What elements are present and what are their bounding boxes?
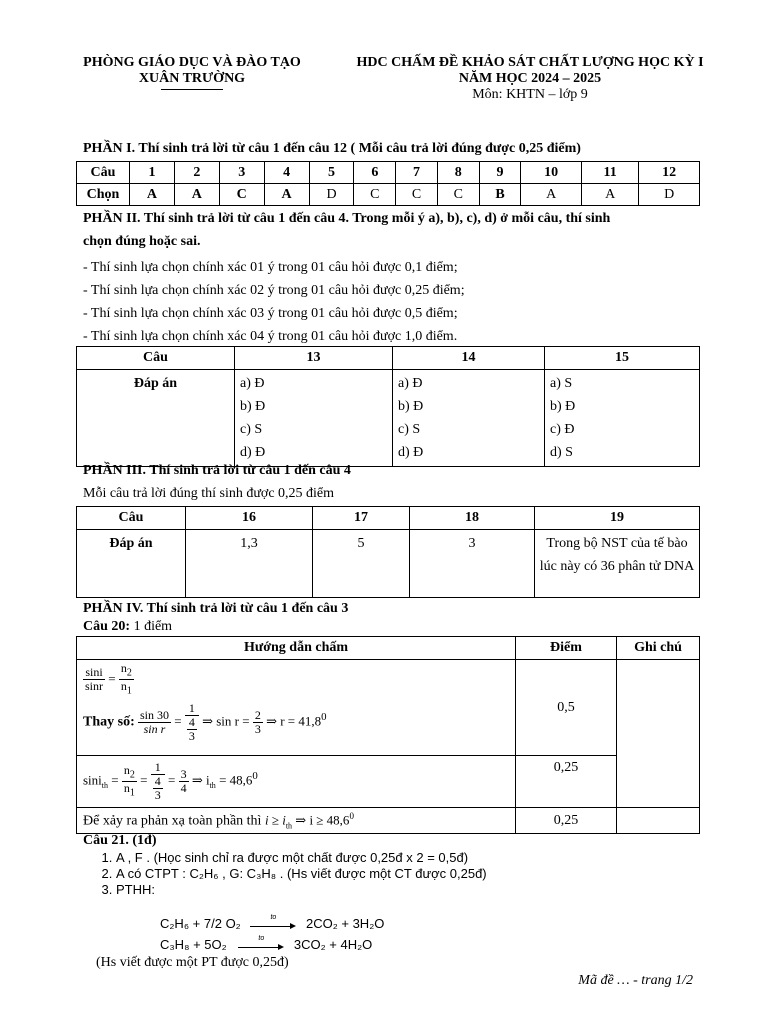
degree-symbol: 0 <box>321 710 327 723</box>
reactants: C₂H₆ + 7/2 O₂ <box>160 916 241 931</box>
row-label: Đáp án <box>77 370 235 467</box>
denominator: sin r <box>143 721 166 736</box>
part3-table <box>76 506 700 598</box>
answer-choice: D <box>309 184 354 206</box>
denominator: 3 <box>188 728 195 743</box>
answer-choice: A <box>174 184 219 206</box>
frac-n <box>119 662 134 698</box>
answer-choice: D <box>639 184 700 206</box>
header-left <box>62 55 322 90</box>
answer-line: a) S <box>550 376 573 391</box>
col-header: Câu <box>77 507 186 530</box>
col-header: 15 <box>545 347 700 370</box>
frac-inner <box>187 716 197 743</box>
col-header: Ghi chú <box>617 637 700 660</box>
numerator: $n_2$ <box>123 762 135 780</box>
score-cell: 0,25 <box>516 756 617 808</box>
score-cell: 0,25 <box>516 808 617 834</box>
numerator: 1 <box>151 761 165 775</box>
denominator <box>185 716 199 743</box>
question-number: 3 <box>219 162 264 184</box>
subscript: th <box>285 821 293 831</box>
answer-line: a) Đ <box>240 376 265 391</box>
arrow-label: to <box>258 934 265 942</box>
question-number: 6 <box>354 162 396 184</box>
numerator: 3 <box>180 767 187 781</box>
score-cell: 0,5 <box>516 660 617 756</box>
question-number: 12 <box>639 162 700 184</box>
q20-heading <box>83 618 172 636</box>
answer-choice: C <box>354 184 396 206</box>
q21-item: 1. A , F . (Học sinh chỉ ra được một chất được 0,25đ x 2 = 0,5đ) <box>116 850 716 866</box>
header-right <box>330 55 730 103</box>
numerator: 4 <box>154 774 161 788</box>
subject: Môn: KHTN – lớp 9 <box>472 87 588 102</box>
guide-cell-2 <box>77 756 516 808</box>
col-header: 14 <box>393 347 545 370</box>
exam-title: HDC CHẤM ĐỀ KHẢO SÁT CHẤT LƯỢNG HỌC KỲ I <box>356 55 704 70</box>
denominator: 3 <box>254 721 261 736</box>
answer-line: d) Đ <box>240 445 266 460</box>
answer-choice: C <box>396 184 438 206</box>
n-symbol: n <box>120 679 127 694</box>
numerator: sini <box>83 666 105 680</box>
denominator <box>151 775 165 802</box>
col-header: 18 <box>410 507 535 530</box>
arrow-label: to <box>270 913 277 921</box>
department-name: PHÒNG GIÁO DỤC VÀ ĐÀO TẠO <box>83 55 301 70</box>
question-number: 8 <box>437 162 479 184</box>
question-number: 9 <box>479 162 521 184</box>
col-header: 19 <box>535 507 700 530</box>
part2-rules <box>83 256 465 348</box>
part3-note: Mỗi câu trả lời đúng thí sinh được 0,25 điểm <box>83 486 335 501</box>
frac-3-4 <box>179 768 189 795</box>
part1-answer-row <box>77 184 700 206</box>
part1-table <box>76 161 700 206</box>
q21-item: 2. A có CTPT : C₂H₆ , G: C₃H₈ . (Hs viết được một CT được 0,25đ) <box>116 866 716 882</box>
condition-text: Để xảy ra phản xạ toàn phần thì <box>83 813 265 829</box>
denominator: 4 <box>180 781 187 795</box>
reaction-arrow <box>238 934 284 951</box>
answer-cell-14 <box>393 370 545 467</box>
subscript: th <box>101 781 109 791</box>
answer-choice: A <box>130 184 175 206</box>
subst-label: Thay số: <box>83 714 135 730</box>
answer-cell: 5 <box>313 530 410 598</box>
row-label: Đáp án <box>77 530 186 598</box>
numerator: 4 <box>188 714 195 729</box>
q21-item: 3. PTHH: <box>116 882 716 898</box>
answer-choice: C <box>219 184 264 206</box>
numerator: sin 30 <box>139 707 169 722</box>
answer-choice: C <box>437 184 479 206</box>
products: 2CO₂ + 3H₂O <box>305 916 385 931</box>
q21-note: (Hs viết được một PT được 0,25đ) <box>96 955 289 970</box>
degree-symbol: 0 <box>349 810 354 821</box>
answer-line: b) Đ <box>240 399 266 414</box>
math-text: i ≥ i <box>264 812 286 828</box>
equation-1 <box>160 913 385 931</box>
question-number: 2 <box>174 162 219 184</box>
frac-2-3 <box>253 709 263 736</box>
question-number: 5 <box>309 162 354 184</box>
answer-cell: 1,3 <box>186 530 313 598</box>
denominator: sinr <box>85 679 103 694</box>
critical-angle: sini$_{th}$ = $\frac{n_2}{n_1}$ = $\frac{1}{\frac{4}{3}}$ = $\frac{3}{4}$ ⇒ $i_{th} = 48,6^0$ <box>83 760 258 802</box>
degree-symbol: 0 <box>252 770 258 783</box>
col-header: 17 <box>313 507 410 530</box>
implies-text: ⇒ sin r = <box>202 713 253 729</box>
frac-inner <box>153 775 163 802</box>
part2-title: PHẦN II. Thí sinh trả lời từ câu 1 đến câu 4. Trong mỗi ý a), b), c), d) ở mỗi câu, thí sinh <box>83 211 611 226</box>
answer-choice: A <box>264 184 309 206</box>
q21-title: Câu 21. (1đ) <box>83 833 157 848</box>
question-number: 4 <box>264 162 309 184</box>
answer-line: b) Đ <box>550 399 576 414</box>
result-text: = 48,6 <box>215 772 253 788</box>
math-text: ⇒ i ≥ 48,6 <box>292 812 350 828</box>
subscript: th <box>209 781 216 791</box>
snell-law: $\frac{\sin i}{\sin r}$ = $\frac{n_2}{n_1}$ <box>85 661 132 697</box>
q21-list <box>92 850 716 898</box>
answer-line: d) S <box>550 445 573 460</box>
answer-line: d) Đ <box>398 445 424 460</box>
products: 3CO₂ + 4H₂O <box>293 937 373 952</box>
col-header: 16 <box>186 507 313 530</box>
header-underline <box>161 89 223 90</box>
n-symbol: n <box>120 661 127 675</box>
answer-choice: B <box>479 184 521 206</box>
rule-line: - Thí sinh lựa chọn chính xác 04 ý trong 01 câu hỏi được 1,0 điểm. <box>83 329 458 344</box>
sini-text: sini <box>83 772 102 788</box>
part1-question-row <box>77 162 700 184</box>
answer-cell: 3 <box>410 530 535 598</box>
denominator: 3 <box>154 788 161 802</box>
rule-line: - Thí sinh lựa chọn chính xác 02 ý trong 01 câu hỏi được 0,25 điểm; <box>83 283 465 298</box>
result-text: ⇒ r = 41,8 <box>266 713 322 729</box>
frac-sin30 <box>138 709 171 736</box>
frac-sin <box>83 666 105 693</box>
question-number: 1 <box>130 162 175 184</box>
part3-title: PHẦN III. Thí sinh trả lời từ câu 1 đến câu 4 <box>83 463 351 478</box>
numerator: 1 <box>185 702 199 716</box>
implies-text: ⇒ i <box>191 772 210 788</box>
part1-row-label: Câu <box>77 162 130 184</box>
col-header: Điểm <box>516 637 617 660</box>
answer-line: b) Đ <box>398 399 424 414</box>
numerator: 2 <box>254 707 261 722</box>
denominator: $n_1$ <box>123 781 135 799</box>
denominator: $n_1$ <box>120 679 132 697</box>
frac-n2-n1 <box>122 764 137 800</box>
answer-line: c) S <box>240 422 263 437</box>
district-name: XUÂN TRƯỜNG <box>138 71 246 86</box>
answer-line: c) Đ <box>550 422 575 437</box>
answer-line: c) S <box>398 422 421 437</box>
rule-line: - Thí sinh lựa chọn chính xác 01 ý trong 01 câu hỏi được 0,1 điểm; <box>83 260 458 275</box>
answer-line: a) Đ <box>398 376 423 391</box>
n-symbol: n <box>123 781 130 795</box>
numerator: $n_2$ <box>120 661 132 679</box>
answer-cell: Trong bộ NST của tế bào lúc này có 36 phân tử DNA <box>535 530 700 598</box>
page-footer: Mã đề … - trang 1/2 <box>578 973 693 988</box>
substitution: Thay số: $\frac{\sin 30}{\text{sin r}}$ = $\frac{1}{\frac{4}{3}}$ ⇒ sin r = $\frac{2}{3}$ ⇒ $r = 41,8^0$ <box>83 700 327 743</box>
frac-nested <box>151 761 165 802</box>
col-header: Câu <box>77 347 235 370</box>
note-cell <box>617 808 700 834</box>
part1-row-label: Chọn <box>77 184 130 206</box>
reactants: C₃H₈ + 5O₂ <box>160 937 227 952</box>
q20-label: Câu 20: <box>83 619 131 634</box>
question-number: 10 <box>521 162 582 184</box>
n-symbol: n <box>123 762 130 777</box>
question-number: 7 <box>396 162 438 184</box>
col-header: 13 <box>235 347 393 370</box>
note-cell <box>617 660 700 808</box>
part2-table <box>76 346 700 467</box>
reaction-arrow <box>250 913 296 930</box>
part4-title: PHẦN IV. Thí sinh trả lời từ câu 1 đến câu 3 <box>83 601 349 616</box>
part2-title-cont: chọn đúng hoặc sai. <box>83 234 201 249</box>
answer-choice: A <box>581 184 638 206</box>
frac-nested <box>185 702 199 743</box>
school-year: NĂM HỌC 2024 – 2025 <box>458 71 602 86</box>
q20-points: 1 điểm <box>130 619 173 634</box>
rule-line: - Thí sinh lựa chọn chính xác 03 ý trong 01 câu hỏi được 0,5 điểm; <box>83 306 458 321</box>
answer-cell-13 <box>235 370 393 467</box>
part1-title: PHẦN I. Thí sinh trả lời từ câu 1 đến câu 12 ( Mỗi câu trả lời đúng được 0,25 điểm) <box>83 141 581 156</box>
answer-cell-15 <box>545 370 700 467</box>
equation-2 <box>160 934 373 952</box>
question-number: 11 <box>581 162 638 184</box>
guide-cell-1 <box>77 660 516 756</box>
guide-cell-3 <box>77 808 516 834</box>
answer-choice: A <box>521 184 582 206</box>
col-header: Hướng dẫn chấm <box>77 637 516 660</box>
part4-table <box>76 636 700 834</box>
